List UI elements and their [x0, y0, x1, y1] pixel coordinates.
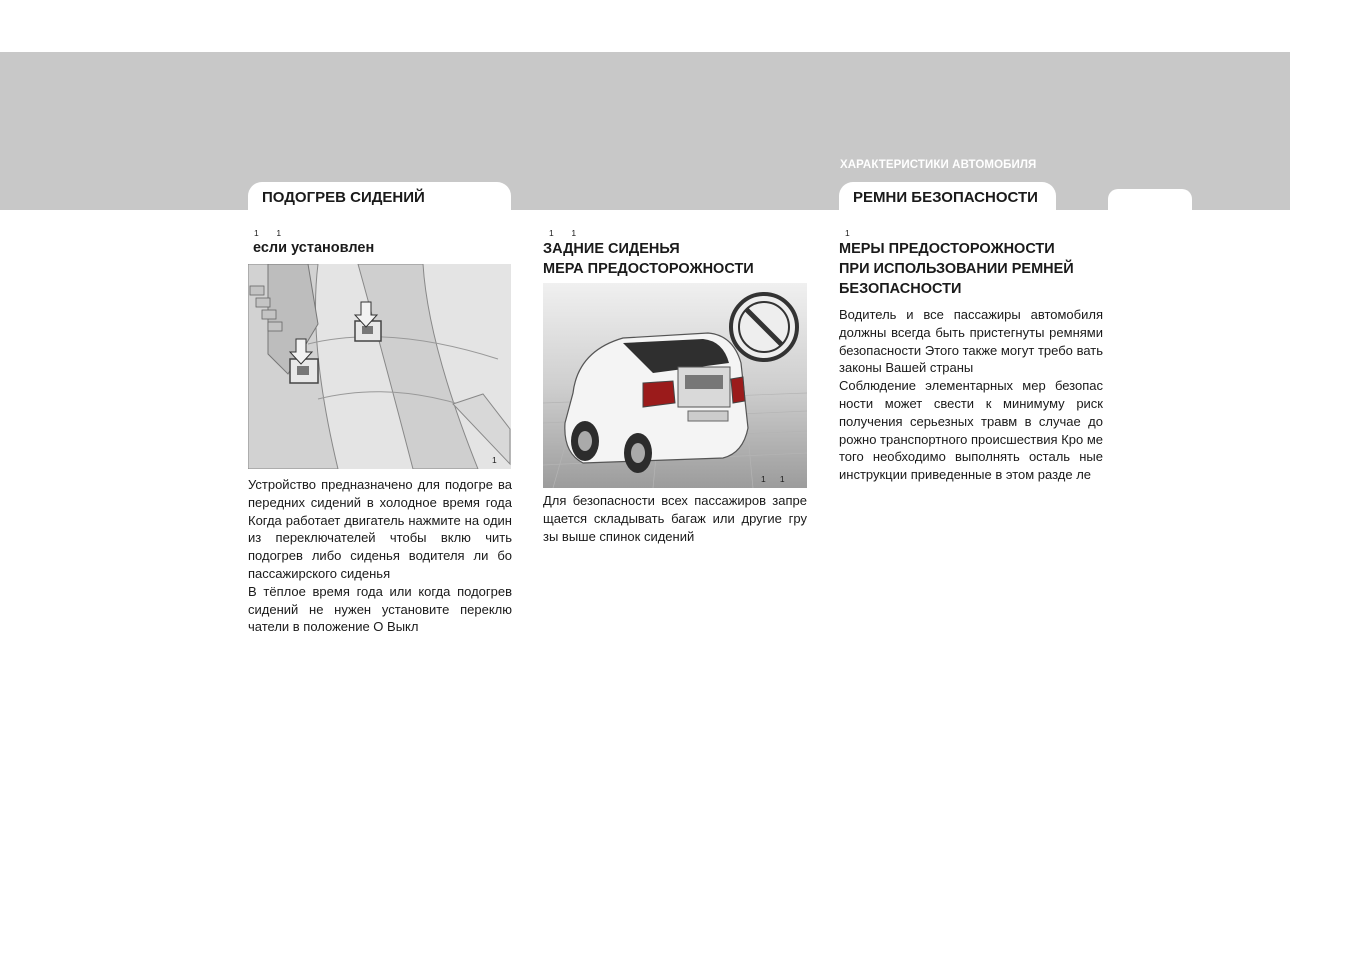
section-label: ХАРАКТЕРИСТИКИ АВТОМОБИЛЯ — [840, 159, 1037, 171]
subtitle-if-equipped: если установлен — [253, 240, 375, 256]
seat-belt-paragraph-2: Соблюдение элементарных мер безопас ности может свести к минимуму риск получения серьезных травм в случае до рожно транспортного происшествия Кро ме того необходимо выполнять осталь ные инструкции приведенные в этом разде ле — [839, 378, 1104, 483]
seat-belt-title-line-2: ПРИ ИСПОЛЬЗОВАНИИ РЕМНЕЙ — [839, 261, 1074, 277]
column-rear-seats — [543, 228, 807, 545]
figure-caption: 1 1 — [761, 474, 785, 484]
section-tab-seat-belts: РЕМНИ БЕЗОПАСНОСТИ — [839, 182, 1056, 210]
seat-heater-switch-illustration — [248, 264, 511, 469]
header-band — [0, 52, 1290, 210]
seat-heating-paragraph-1: Устройство предназначено для подогре ва передних сидений в холодное время года Когда работает двигатель нажмите на один из переключателей чтобы вклю чить подогрев либо сиденья водителя ли бо пассажирского сиденья — [248, 477, 512, 581]
rear-seats-paragraph: Для безопасности всех пассажиров запре щается складывать багаж или другие гру зы выше спинок сидений — [543, 493, 807, 544]
reference-number: 1 — [845, 228, 851, 238]
rear-car-loading-illustration — [543, 283, 807, 488]
rear-seats-title-line-2: МЕРА ПРЕДОСТОРОЖНОСТИ — [543, 261, 754, 277]
column-seat-belt-precautions — [839, 228, 1103, 484]
rear-seats-title-line-1: ЗАДНИЕ СИДЕНЬЯ — [543, 241, 680, 257]
page-number-tab — [1108, 189, 1192, 210]
seat-belt-title-line-1: МЕРЫ ПРЕДОСТОРОЖНОСТИ — [839, 241, 1055, 257]
section-tab-seat-heating: ПОДОГРЕВ СИДЕНИЙ — [248, 182, 511, 210]
reference-number: 1 1 — [549, 228, 577, 238]
column-seat-heating — [248, 228, 512, 636]
reference-number: 1 1 — [254, 228, 282, 238]
seat-belt-paragraph-1: Водитель и все пассажиры автомобиля должны всегда быть пристегнуты ремнями безопасности Этого также могут требо вать законы Вашей страны — [839, 307, 1103, 376]
seat-heating-paragraph-2: В тёплое время года или когда подогрев сидений не нужен установите переклю чатели в положение О Выкл — [248, 583, 512, 635]
figure-caption: 1 — [492, 455, 497, 465]
seat-belt-title-line-3: БЕЗОПАСНОСТИ — [839, 281, 962, 297]
